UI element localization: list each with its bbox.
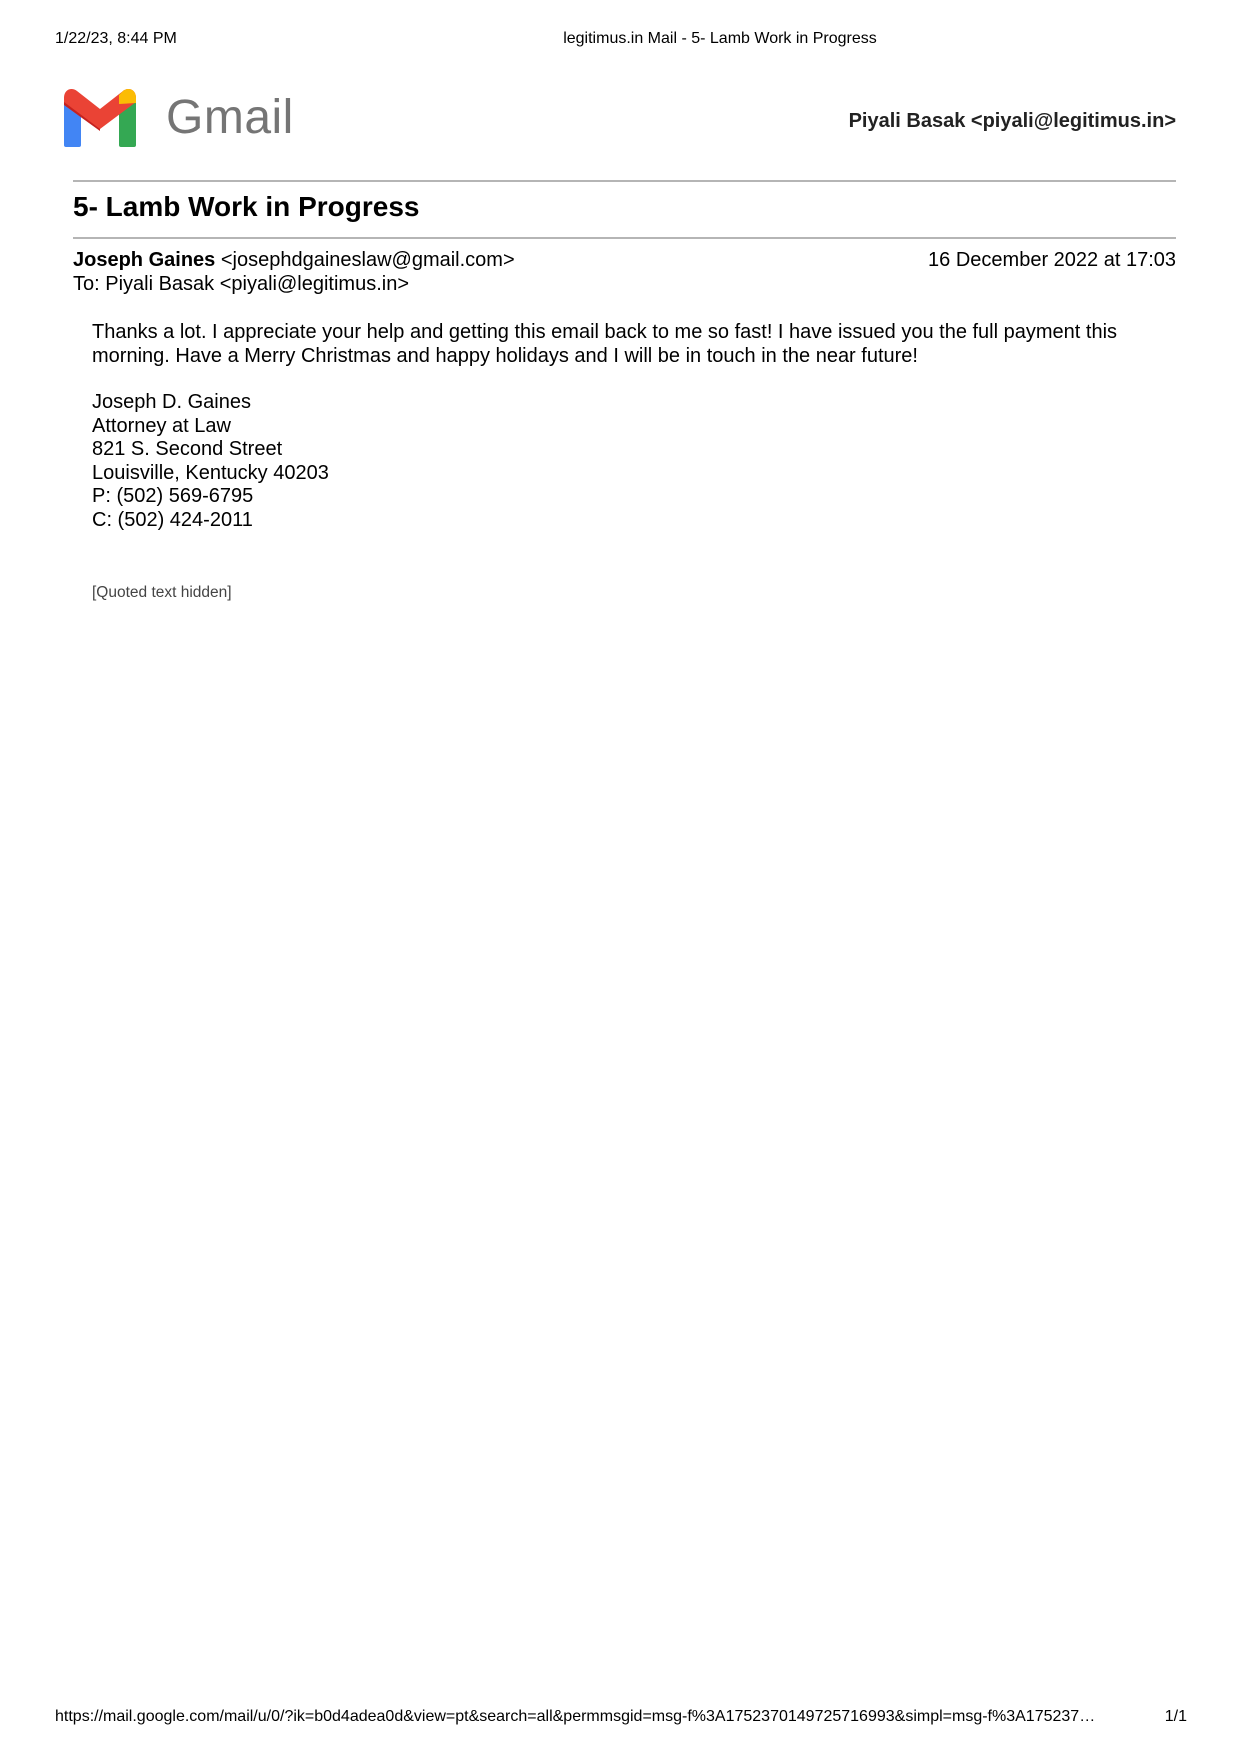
page-number: 1/1 — [1164, 1708, 1187, 1725]
email-date: 16 December 2022 at 17:03 — [928, 249, 1176, 271]
divider — [73, 180, 1176, 182]
gmail-wordmark: Gmail — [166, 90, 294, 144]
print-page-title: legitimus.in Mail - 5- Lamb Work in Progress — [563, 30, 877, 47]
signature — [92, 391, 1182, 532]
email-body — [92, 321, 1182, 532]
signature-line: C: (502) 424-2011 — [92, 508, 253, 531]
signature-line: P: (502) 569-6795 — [92, 485, 254, 507]
print-datetime: 1/22/23, 8:44 PM — [55, 30, 177, 47]
sender-email: <josephdgaineslaw@gmail.com> — [220, 249, 515, 271]
recipient-line: To: Piyali Basak <piyali@legitimus.in> — [73, 273, 410, 295]
signature-line: Louisville, Kentucky 40203 — [92, 461, 329, 484]
gmail-m-icon — [64, 87, 136, 147]
gmail-logo — [64, 87, 294, 147]
signature-line: Joseph D. Gaines — [92, 391, 251, 413]
signature-line: 821 S. Second Street — [92, 438, 283, 460]
account-name: Piyali Basak <piyali@legitimus.in> — [848, 110, 1176, 132]
divider — [73, 237, 1176, 239]
print-footer-url: https://mail.google.com/mail/u/0/?ik=b0d4adea0d&view=pt&search=all&permmsgid=msg-f%3A1752370149725716993&simpl=msg-f%3A175237… — [55, 1708, 1096, 1725]
email-subject: 5- Lamb Work in Progress — [73, 191, 420, 222]
sender-name: Joseph Gaines — [73, 249, 216, 271]
from-line — [73, 249, 515, 272]
body-text: Thanks a lot. I appreciate your help and getting this email back to me so fast! I have issued you the full payment this morning. Have a Merry Christmas and happy holidays and I will be in touch in the near future! — [92, 321, 1118, 367]
quoted-text-toggle[interactable]: [Quoted text hidden] — [92, 584, 232, 601]
signature-line: Attorney at Law — [92, 414, 231, 437]
